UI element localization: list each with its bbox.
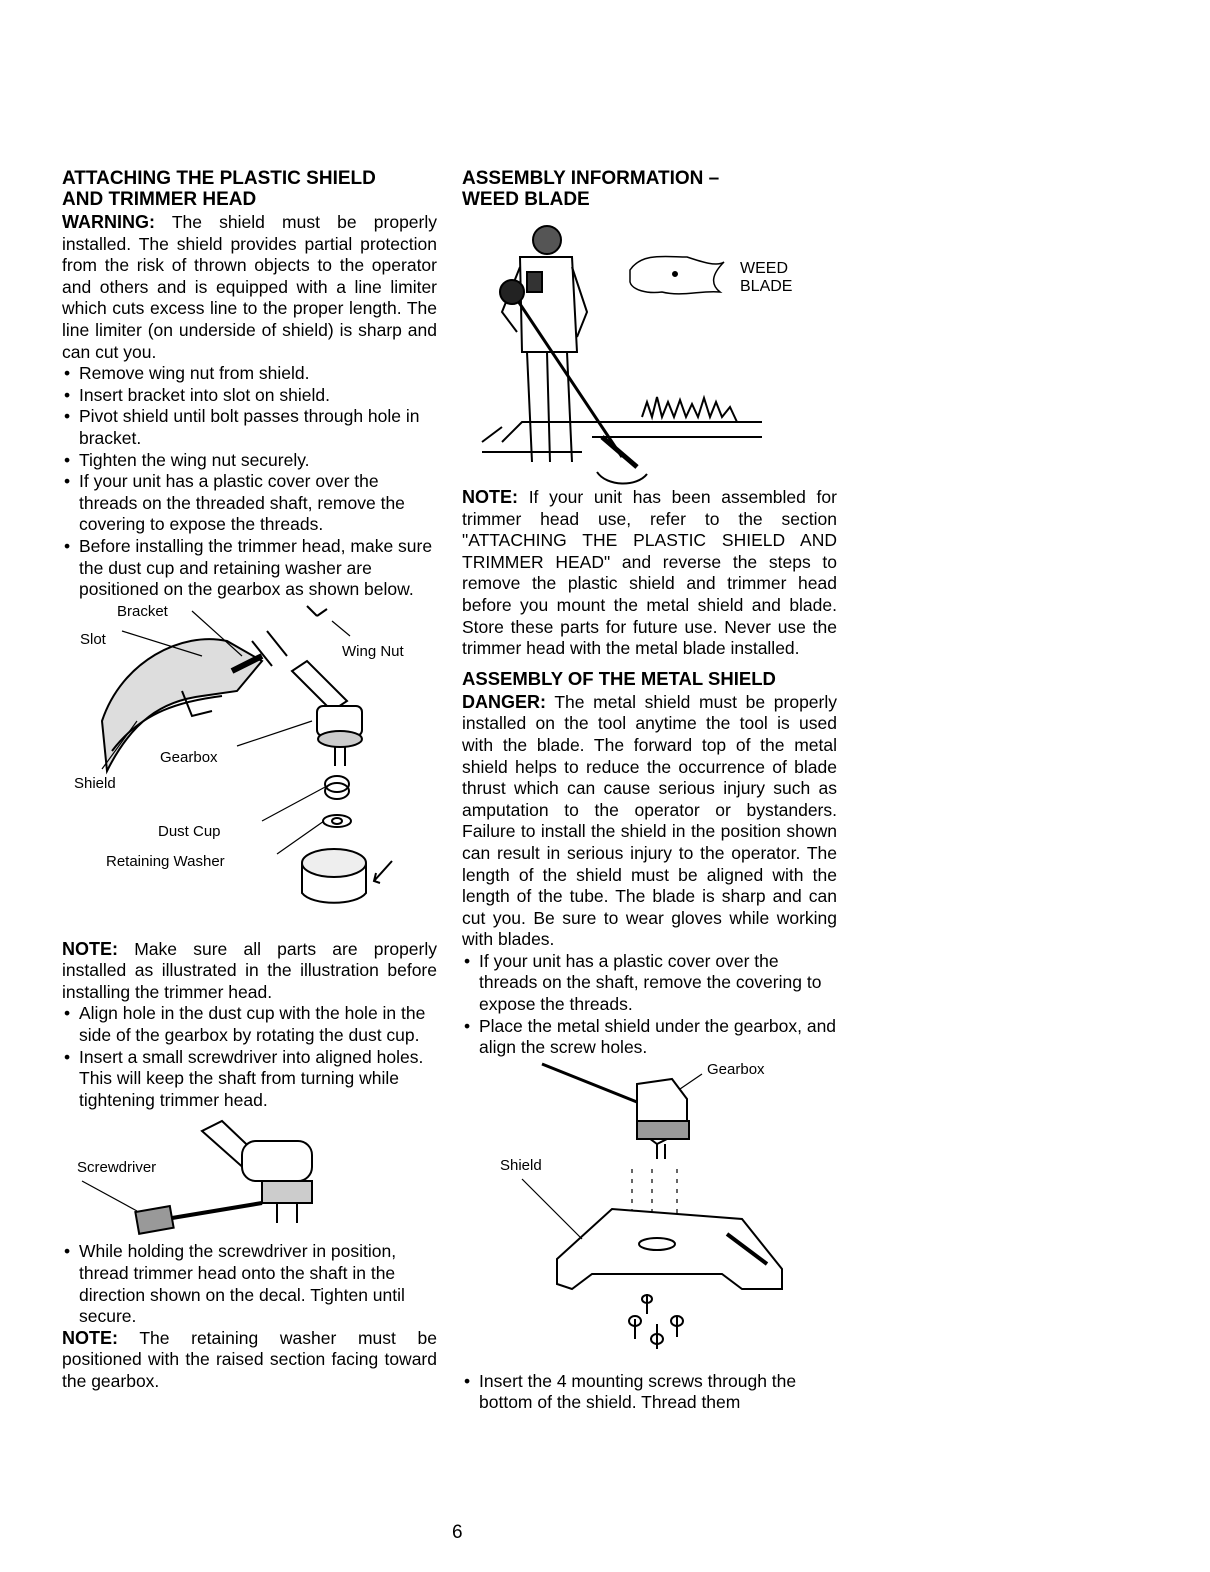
section-heading-weed-blade: ASSEMBLY INFORMATION – WEED BLADE <box>462 168 720 210</box>
list-item: • Insert the 4 mounting screws through the bottom of the shield. Thread them <box>462 1371 837 1414</box>
steps-list <box>462 951 837 1059</box>
label-gearbox: Gearbox <box>707 1060 765 1078</box>
warning-text: The shield must be properly installed. The shield provides partial protection from the risk of thrown objects to the operator and others and is equipped with a line limiter which cuts excess line to the proper length. The line limiter (on underside of shield) is sharp and can cut you. <box>62 212 437 362</box>
metal-shield-drawing <box>462 1059 837 1371</box>
label-dust-cup: Dust Cup <box>158 822 221 840</box>
note-label: NOTE: <box>62 938 118 959</box>
danger-paragraph <box>462 692 837 951</box>
list-item: • Tighten the wing nut securely. <box>62 450 437 472</box>
label-screwdriver: Screwdriver <box>77 1159 157 1177</box>
list-item: • Insert a small screwdriver into aligned holes. This will keep the shaft from turning while tightening trimmer head. <box>62 1047 437 1112</box>
label-shield: Shield <box>74 774 116 792</box>
note-label: NOTE: <box>62 1327 118 1348</box>
list-item: • Before installing the trimmer head, make sure the dust cup and retaining washer are positioned on the gearbox as shown below. <box>62 536 437 601</box>
label-blade: BLADE <box>740 278 793 295</box>
screwdriver-figure <box>62 1111 437 1241</box>
shield-assembly-figure <box>62 601 437 939</box>
note-paragraph <box>462 487 837 660</box>
list-item: • Pivot shield until bolt passes through hole in bracket. <box>62 406 437 449</box>
note-paragraph-2 <box>62 1328 437 1393</box>
section-heading-metal-shield: ASSEMBLY OF THE METAL SHIELD <box>462 667 776 689</box>
screwdriver-drawing <box>62 1111 437 1241</box>
label-shield: Shield <box>500 1156 542 1174</box>
label-gearbox: Gearbox <box>160 748 218 766</box>
label-slot: Slot <box>80 630 106 648</box>
steps-list-2 <box>462 1371 837 1414</box>
note-label: NOTE: <box>462 487 518 507</box>
metal-shield-figure <box>462 1059 837 1371</box>
page-number: 6 <box>452 1522 463 1543</box>
warning-label: WARNING: <box>62 212 155 232</box>
danger-label: DANGER: <box>462 691 546 712</box>
note-paragraph <box>62 939 437 1004</box>
list-item: • Align hole in the dust cup with the hole in the side of the gearbox by rotating the dust cup. <box>62 1003 437 1046</box>
note-text: Make sure all parts are properly installed as illustrated in the illustration before installing the trimmer head. <box>62 938 438 1002</box>
list-item: • If your unit has a plastic cover over the threads on the threaded shaft, remove the covering to expose the threads. <box>62 471 437 536</box>
note-text: The retaining washer must be positioned with the raised section facing toward the gearbox. <box>62 1327 437 1391</box>
operator-drawing <box>462 212 837 487</box>
label-bracket: Bracket <box>117 602 168 620</box>
note-text: If your unit has been assembled for trimmer head use, refer to the section "ATTACHING THE PLASTIC SHIELD AND TRIMMER HEAD" and reverse the steps to remove the plastic shield and trimmer head before you mount the metal shield and blade. Store these parts for future use. Never use the trimmer head with the metal blade installed. <box>462 487 837 659</box>
left-column <box>62 168 437 1393</box>
list-item: • Place the metal shield under the gearbox, and align the screw holes. <box>462 1016 837 1059</box>
operator-figure <box>462 212 837 487</box>
list-item: • Remove wing nut from shield. <box>62 363 437 385</box>
list-item: • If your unit has a plastic cover over the threads on the shaft, remove the covering to expose the threads. <box>462 951 837 1016</box>
list-item: • While holding the screwdriver in position, thread trimmer head onto the shaft in the direction shown on the decal. Tighten until secure. <box>62 1241 437 1327</box>
steps-list <box>62 363 437 601</box>
section-heading-plastic-shield: ATTACHING THE PLASTIC SHIELD AND TRIMMER HEAD <box>62 168 376 210</box>
steps-list-2 <box>62 1003 437 1111</box>
warning-paragraph <box>62 212 437 363</box>
label-wing-nut: Wing Nut <box>342 642 404 660</box>
label-weed: WEED <box>740 260 788 277</box>
label-retaining-washer: Retaining Washer <box>106 852 225 870</box>
list-item: • Insert bracket into slot on shield. <box>62 385 437 407</box>
steps-list-3 <box>62 1241 437 1327</box>
danger-text: The metal shield must be properly installed on the tool anytime the tool is used with the blade. The forward top of the metal shield helps to reduce the occurrence of blade thrust which can cause serious injury such as amputation to the operator or bystanders. Failure to install the shield in the position shown can result in serious injury to the operator. The length of the shield must be aligned with the length of the tube. The blade is sharp and can cut you. Be sure to wear gloves while working with blades. <box>462 691 838 950</box>
right-column <box>462 168 837 1414</box>
